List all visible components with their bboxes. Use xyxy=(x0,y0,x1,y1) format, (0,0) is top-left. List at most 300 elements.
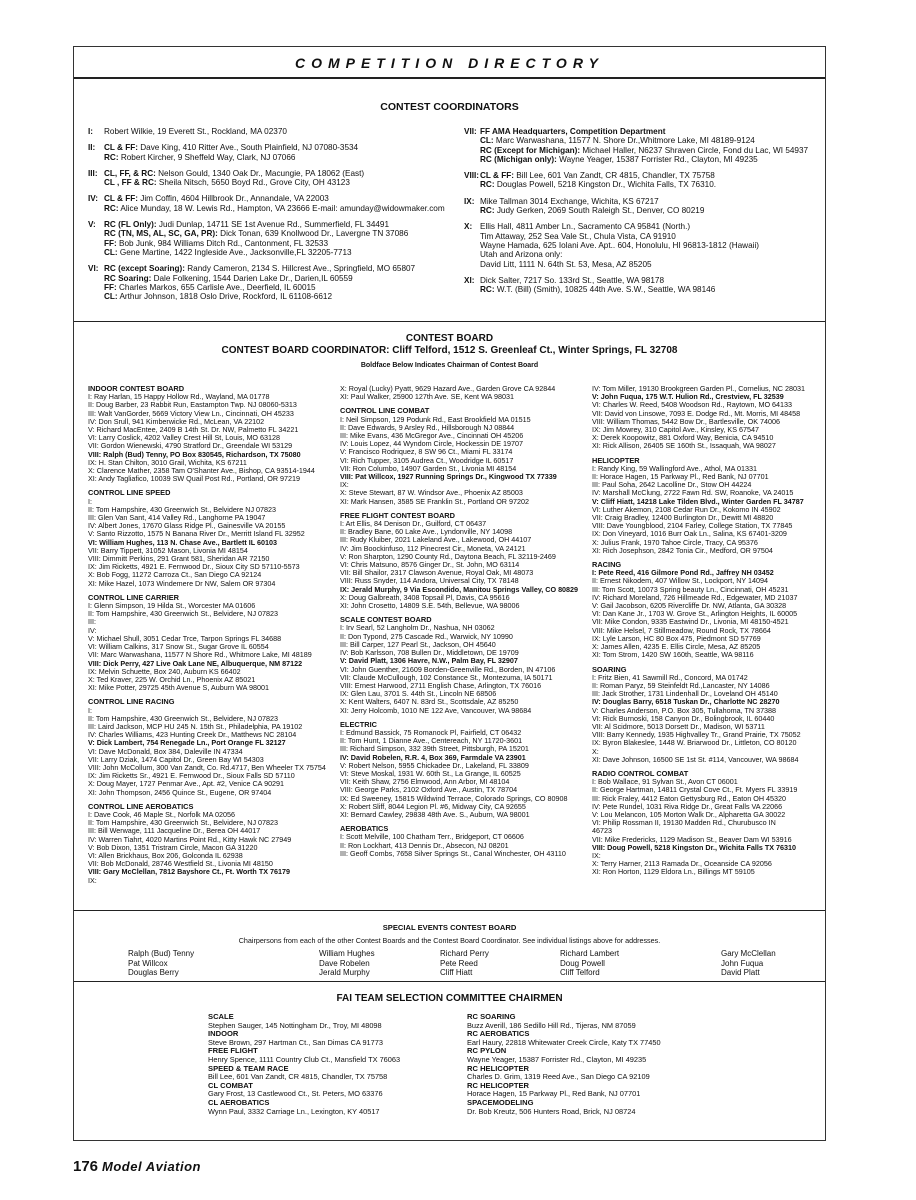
coordinator-region xyxy=(88,220,460,257)
board-entry: IV: Tom Miller, 19130 Brookgreen Garden Pl., Cornelius, NC 28031 xyxy=(592,385,805,393)
region-text: Robert Kircher, 9 Sheffeld Way, Clark, NJ 07066 xyxy=(118,152,296,162)
coordinator-line xyxy=(464,155,824,164)
region-text: Gene Martine, 1422 Ingleside Ave., Jacksonville,FL 32205-7713 xyxy=(117,247,352,257)
special-name: Pete Reed xyxy=(440,958,478,968)
coordinator-line xyxy=(464,171,824,180)
board-section-heading: HELICOPTER xyxy=(592,455,640,465)
board-entry: VII: Craig Bradley, 12400 Burlington Dr., Dewitt MI 48820 xyxy=(592,514,774,523)
region-text: Tim Attaway, 252 Sea Vale St., Chula Vista, CA 91910 xyxy=(480,231,676,241)
board-entry: II: Roman Paryz, 59 Steinfeldt Rd.,Lancaster, NY 14086 xyxy=(592,681,770,690)
fai-category: RC HELICOPTER xyxy=(467,1063,530,1073)
board-entry: VIII: Mike Helsel, 7 Stillmeadow, Round Rock, TX 78664 xyxy=(592,626,771,635)
region-tag: RC (FL Only): xyxy=(104,220,157,230)
region-tag: RC (TN, MS, AL, SC, GA, PR): xyxy=(104,229,218,239)
board-entry: V: Cliff Hiatt, 14218 Lake Tilden Blvd., Winter Garden FL 34787 xyxy=(592,497,804,506)
region-tag: RC: xyxy=(480,206,495,216)
board-entry: I: Edmund Bassick, 75 Romanock Pl, Fairfield, CT 06432 xyxy=(340,728,522,737)
fai-entry: Wynn Paul, 3332 Carriage Ln., Lexington, KY 40517 xyxy=(208,1107,380,1116)
region-key: VII: xyxy=(464,127,477,136)
board-entry: II: Doug Barber, 23 Rabbit Run, Eastampton Twp. NJ 08060-5313 xyxy=(88,401,297,410)
region-tag: RC: xyxy=(104,152,119,162)
coordinator-line xyxy=(88,274,460,283)
fai-entry: Dr. Bob Kreutz, 506 Hunters Road, Brick, NJ 08724 xyxy=(467,1107,636,1116)
directory-title: COMPETITION DIRECTORY xyxy=(294,55,605,71)
board-column-1 xyxy=(88,385,336,885)
board-entry: XI: Rick Allison, 26405 SE 160th St., Issaquah, WA 98027 xyxy=(592,442,776,451)
board-entry: II: George Hartman, 14811 Crystal Cove Ct., Ft. Myers FL 33919 xyxy=(592,786,798,795)
board-entry: IX: xyxy=(592,851,601,860)
region-tag: RC (Michigan only): xyxy=(480,154,557,164)
board-entry: XI: Tom Strom, 1420 SW 160th, Seattle, WA 98116 xyxy=(592,651,754,660)
board-entry: VI: Luther Akemon, 2108 Cedar Run Dr., Kokomo IN 45902 xyxy=(592,505,781,514)
fai-entry: Steve Brown, 297 Hartman Ct., San Dimas CA 91773 xyxy=(208,1038,383,1047)
board-entry: II: Tom Hampshire, 430 Greenwich St., Belvidere, NJ 07823 xyxy=(88,714,279,723)
coordinator-line xyxy=(464,250,824,259)
board-entry: X: Robert Sliff, 8044 Legion Pl. #6, Midway City, CA 92655 xyxy=(340,802,526,811)
fai-category: RC HELICOPTER xyxy=(467,1080,530,1090)
board-entry: IV: David Robelen, R.R. 4, Box 369, Farmdale VA 23901 xyxy=(340,753,526,762)
board-entry: VIII: John McCollum, 300 Van Zandt, Co. Rd.4717, Ben Wheeler TX 75754 xyxy=(88,763,326,772)
board-entry: V: Lou Melancon, 105 Morton Walk Dr., Alpharetta GA 30022 xyxy=(592,810,786,819)
special-name: Douglas Berry xyxy=(128,968,179,977)
coordinator-line xyxy=(464,136,824,145)
special-name: Cliff Telford xyxy=(560,968,600,977)
board-entry: VII: Barry Tippett, 31052 Mason, Livonia MI 48154 xyxy=(88,546,248,555)
board-entry: II: Bradley Bane, 60 Lake Ave., Lyndonville, NY 14098 xyxy=(340,528,513,537)
board-entry: X: Steve Stewart, 87 W. Windsor Ave., Phoenix AZ 85003 xyxy=(340,489,523,498)
board-entry: VI: Dave McDonald, Box 384, Daleville IN 47334 xyxy=(88,747,243,756)
fai-entry: Gary Frost, 13 Castlewood Ct., St. Peters, MO 63376 xyxy=(208,1090,383,1099)
board-entry: IX: xyxy=(340,481,349,490)
region-text: W.T. (Bill) (Smith), 10825 44th Ave. S.W., Seattle, WA 98146 xyxy=(494,285,716,295)
board-entry: VII: Gordon Wienewski, 4790 Stratford Dr., Greendale WI 53129 xyxy=(88,442,293,451)
board-entry: VIII: Ralph (Bud) Tenny, PO Box 830545, Richardson, TX 75080 xyxy=(88,450,301,459)
board-entry: VI: Allen Brickhaus, Box 206, Golconda IL 62938 xyxy=(88,851,243,860)
coordinator-region xyxy=(88,194,460,213)
board-entry: IX: xyxy=(88,876,97,885)
coordinator-line xyxy=(88,194,460,203)
special-names-4 xyxy=(560,949,700,978)
board-entry: VI: Dan Kane Jr., 1703 W. Grove St., Arlington Heights, IL 60005 xyxy=(592,610,798,619)
region-key: IX: xyxy=(464,196,475,206)
board-entry: III: Tom Scott, 10073 Spring beauty Ln., Cincinnati, OH 45231 xyxy=(592,585,789,594)
region-tag: FF: xyxy=(104,282,117,292)
coordinator-line xyxy=(88,204,460,213)
coordinator-line xyxy=(88,229,460,238)
coordinator-line xyxy=(464,146,824,155)
board-section-heading: ELECTRIC xyxy=(340,719,377,729)
board-entry: XI: Rich Josephson, 2842 Tonia Cir., Medford, OR 97504 xyxy=(592,546,773,555)
board-entry: I: Glenn Simpson, 19 Hilda St., Worcester MA 01606 xyxy=(88,602,256,611)
board-entry: VI: Rick Burnoski, 158 Canyon Dr., Bolingbrook, IL 60440 xyxy=(592,714,775,723)
board-entry: IV: Charles Williams, 423 Hunting Creek Dr., Matthews NC 28104 xyxy=(88,731,297,740)
board-entry: V: John Fuqua, 175 W.T. Hulion Rd., Crestview, FL 32539 xyxy=(592,393,784,402)
board-entry: XI: Bernard Cawley, 29838 48th Ave. S., Auburn, WA 98001 xyxy=(340,810,530,819)
special-name: Cliff Hiatt xyxy=(440,968,473,977)
coordinators-left xyxy=(88,127,460,308)
region-tag: CL & FF: xyxy=(480,171,514,181)
board-entry: X: Terry Harner, 2113 Ramada Dr., Oceanside CA 92056 xyxy=(592,860,772,869)
coordinator-line xyxy=(88,248,460,257)
region-tag: CL & FF: xyxy=(104,143,138,153)
region-text: Dick Tonan, 639 Knollwood Dr., Lavergne TN 37086 xyxy=(217,229,409,239)
board-column-2 xyxy=(340,385,588,858)
board-entry: X: James Allen, 4235 E. Ellis Circle, Mesa, AZ 85205 xyxy=(592,643,761,652)
page-footer xyxy=(73,1158,201,1175)
board-entry: IX: Byron Blakeslee, 1448 W. Briarwood Dr., Littleton, CO 80120 xyxy=(592,739,797,748)
board-entry: VII: Bob McDonald, 28746 Westfield St., Livonia MI 48150 xyxy=(88,860,273,869)
fai-category: SCALE xyxy=(208,1012,234,1021)
region-text: Bob Junk, 984 Williams Ditch Rd., Cantonment, FL 32533 xyxy=(116,238,329,248)
region-tag: CL & FF: xyxy=(104,194,138,204)
board-section-heading: CONTROL LINE COMBAT xyxy=(340,406,430,416)
board-entry: VII: Al Scidmore, 5013 Dorsett Dr., Madison, WI 53711 xyxy=(592,722,765,731)
region-text: Dick Salter, 7217 So. 133rd St., Seattle, WA 98178 xyxy=(480,275,665,285)
region-tag: RC: xyxy=(104,203,119,213)
coordinators-right xyxy=(464,127,824,301)
board-entry: V: David Platt, 1306 Havre, N.W., Palm Bay, FL 32907 xyxy=(340,657,518,666)
coordinator-line xyxy=(88,153,460,162)
board-entry: II: Dave Edwards, 9 Arsley Rd., Hillsborough NJ 08844 xyxy=(340,423,515,432)
title-rule xyxy=(74,77,825,79)
board-column-3 xyxy=(592,385,824,877)
board-section-heading: CONTROL LINE AEROBATICS xyxy=(88,801,194,811)
coordinator-line xyxy=(88,264,460,273)
coordinator-line xyxy=(88,178,460,187)
board-section-heading: CONTROL LINE RACING xyxy=(88,697,175,707)
magazine-name: Model Aviation xyxy=(102,1159,201,1174)
board-entry: V: Francisco Rodriquez, 8 SW 96 Ct., Miami FL 33174 xyxy=(340,448,513,457)
special-divider xyxy=(74,910,825,911)
fai-entry: Charles D. Grim, 1319 Reed Ave., San Diego CA 92109 xyxy=(467,1073,650,1082)
region-text: David Litt, 1111 N. 64th St. 53, Mesa, AZ 85205 xyxy=(480,259,652,269)
board-entry: IV: xyxy=(88,626,97,635)
board-entry: XI: John Crosetto, 14809 S.E. 54th, Bellevue, WA 98006 xyxy=(340,602,520,611)
board-entry: III: Rudy Kluiber, 2021 Lakeland Ave., Lakewood, OH 44107 xyxy=(340,536,532,545)
coordinator-line xyxy=(88,127,460,136)
special-name: David Platt xyxy=(721,968,760,977)
region-tag: RC (Except for Michigan): xyxy=(480,145,581,155)
board-entry: V: Gail Jacobson, 6205 Rivercliffe Dr. NW, Atlanta, GA 30328 xyxy=(592,602,787,611)
board-entry: X: xyxy=(592,747,599,756)
board-entry: I: xyxy=(88,706,92,715)
board-entry: V: Santo Rizzotto, 1575 N Banana River Dr., Merritt Island FL 32952 xyxy=(88,530,305,539)
board-entry: V: Ron Sharpton, 1290 County Rd., Daytona Beach, FL 32119-2469 xyxy=(340,552,556,561)
region-tag: RC (except Soaring): xyxy=(104,264,185,274)
board-entry: IV: Pete Rundel, 1031 Riva Ridge Dr., Great Falls VA 22066 xyxy=(592,802,783,811)
fai-entry: Wayne Yeager, 15387 Forrister Rd., Clayton, MI 49235 xyxy=(467,1055,647,1064)
special-name: Gary McClellan xyxy=(721,949,776,958)
board-entry: XI: Mike Hazel, 1073 Windemere Dr NW, Salem OR 97304 xyxy=(88,579,276,588)
region-tag: CL, FF, & RC: xyxy=(104,168,156,178)
board-entry: VIII: Gary McClellan, 7812 Bayshore Ct., Ft. Worth TX 76179 xyxy=(88,868,290,877)
coordinator-line xyxy=(464,241,824,250)
board-entry: VIII: William Thomas, 5442 Bow Dr., Bartlesville, OK 74006 xyxy=(592,417,781,426)
board-entry: 46723 xyxy=(592,827,612,836)
board-entry: VI: Rich Tupper, 3105 Audrea Ct., Woodridge IL 60517 xyxy=(340,456,514,465)
board-entry: IX: Jim Ricketts, 4921 E. Fernwood Dr., Sioux City SD 57110-5573 xyxy=(88,563,300,572)
board-entry: III: xyxy=(88,618,96,627)
board-entry: II: Tom Hampshire, 430 Greenwich St., Belvidere NJ 07823 xyxy=(88,505,277,514)
board-entry: VI: William Calkins, 317 Snow St., Sugar Grove IL 60554 xyxy=(88,643,269,652)
section-divider xyxy=(74,321,825,322)
region-tag: FF: xyxy=(104,238,117,248)
board-entry: I: Randy King, 59 Wallingford Ave., Athol, MA 01331 xyxy=(592,464,758,473)
special-name: Pat Willcox xyxy=(128,958,168,968)
board-entry: IX: Don Vineyard, 1016 Burr Oak Ln., Salina, KS 67401-3209 xyxy=(592,530,787,539)
board-entry: I: Scott Melville, 100 Chatham Terr., Bridgeport, CT 06606 xyxy=(340,833,524,842)
board-entry: VI: Larry Coslick, 4202 Valley Crest Hill St, Louis, MO 63128 xyxy=(88,434,281,443)
coordinator-line xyxy=(88,292,460,301)
fai-left xyxy=(208,1013,458,1116)
region-tag: RC Soaring: xyxy=(104,273,152,283)
fai-category: SPEED & TEAM RACE xyxy=(208,1063,289,1073)
region-key: II: xyxy=(88,143,96,153)
coordinator-line xyxy=(464,222,824,231)
region-text: Nelson Gould, 1340 Oak Dr., Macungie, PA 18062 (East) xyxy=(155,168,365,178)
coordinator-line xyxy=(88,220,460,229)
board-entry: II: Don Typond, 275 Cascade Rd., Warwick, NY 10990 xyxy=(340,632,513,641)
special-name: Richard Lambert xyxy=(560,949,620,958)
fai-category: FREE FLIGHT xyxy=(208,1046,258,1056)
fai-category: RC PYLON xyxy=(467,1046,507,1056)
region-text: Ellis Hall, 4811 Amber Ln., Sacramento CA 95841 (North.) xyxy=(480,222,691,232)
region-text: Mike Tallman 3014 Exchange, Wichita, KS 67217 xyxy=(480,196,659,206)
region-text: Marc Warwashana, 11577 N. Shore Dr.,Whitmore Lake, MI 48189-9124 xyxy=(493,136,755,146)
board-entry: IV: Richard Moreland, 726 Hillmeade Rd., Edgewater, MD 21037 xyxy=(592,593,798,602)
region-tag: CL , FF & RC: xyxy=(104,178,157,188)
board-entry: VIII: Ernest Harwood, 2711 English Chase, Arlington, TX 76016 xyxy=(340,681,542,690)
region-text: Arthur Johnson, 1818 Oslo Drive, Rockford, IL 61108-6612 xyxy=(117,292,333,302)
region-text: Dave King, 410 Ritter Ave., South Plainfield, NJ 07080-3534 xyxy=(137,143,359,153)
fai-category: CL AEROBATICS xyxy=(208,1097,270,1107)
board-entry: X: Doug Galbreath, 3408 Topsail Pl, Davis, CA 95616 xyxy=(340,593,510,602)
coordinator-region xyxy=(88,143,460,162)
board-entry: V: Charles Anderson, P.O. Box 305, Tullahoma, TN 37388 xyxy=(592,706,777,715)
board-entry: VIII: Doug Powell, 5218 Kingston Dr., Wichita Falls TX 76310 xyxy=(592,843,797,852)
region-text: Charles Markos, 655 Carlisle Ave., Deerfield, IL 60015 xyxy=(116,282,316,292)
board-entry: VIII: Dick Perry, 427 Live Oak Lane NE, Albuquerque, NM 87122 xyxy=(88,659,303,668)
coordinator-region xyxy=(88,264,460,301)
coordinator-region xyxy=(88,127,460,136)
board-entry: I: Neil Simpson, 129 Podunk Rd., East Brookfield MA 01515 xyxy=(340,415,531,424)
board-entry: VI: John Guenther, 21609 Borden-Greenville Rd., Borden, IN 47106 xyxy=(340,665,556,674)
board-entry: XI: Mike Potter, 29725 45th Avenue S, Auburn WA 98001 xyxy=(88,684,270,693)
board-entry: IV: Marshall McClung, 2722 Fawn Rd. SW, Roanoke, VA 24015 xyxy=(592,489,794,498)
board-entry: I: Irv Searl, 52 Langholm Dr., Nashua, NH 03062 xyxy=(340,624,495,633)
board-entry: I: Bob Wallace, 91 Sylvan St., Avon CT 06001 xyxy=(592,778,738,787)
board-entry: II: Tom Hampshire, 430 Greenwich St., Belvidere, NJ 07823 xyxy=(88,819,279,828)
region-key: VI: xyxy=(88,264,99,274)
coordinator-line xyxy=(464,180,824,189)
region-tag: CL: xyxy=(480,136,494,146)
board-section-heading: CONTROL LINE SPEED xyxy=(88,488,171,498)
board-entry: XI: John Thompson, 2456 Quince St., Eugene, OR 97404 xyxy=(88,788,272,797)
board-entry: I: Fritz Bien, 41 Sawmill Rd., Concord, MA 01742 xyxy=(592,673,748,682)
region-key: X: xyxy=(464,222,473,232)
coordinator-line xyxy=(464,127,824,136)
board-entry: III: Bill Carper, 127 Pearl St., Jackson, OH 45640 xyxy=(340,640,496,649)
board-entry: IV: Douglas Barry, 6518 Tuskan Dr., Charlotte NC 28270 xyxy=(592,698,780,707)
coordinator-region xyxy=(88,169,460,188)
region-key: V: xyxy=(88,220,96,230)
board-entry: VIII: Barry Kennedy, 1935 Highvalley Tr., Grand Prairie, TX 75052 xyxy=(592,731,801,740)
board-entry: I: xyxy=(88,497,92,506)
board-entry: V: Dick Lambert, 754 Renegade Ln., Port Orange FL 32127 xyxy=(88,739,286,748)
board-entry: XI: Jerry Holcomb, 1010 NE 122 Ave, Vancouver, WA 98684 xyxy=(340,706,532,715)
board-entry: VIII: Dave Youngblood, 2104 Farley, College Station, TX 77845 xyxy=(592,522,793,531)
board-entry: I: Art Ellis, 84 Denison Dr., Guilford, CT 06437 xyxy=(340,520,487,529)
board-section-heading: FREE FLIGHT CONTEST BOARD xyxy=(340,510,455,520)
region-key: IV: xyxy=(88,194,99,204)
board-entry: VII: Mike Condon, 9335 Eastwind Dr., Livonia, MI 48150-4521 xyxy=(592,618,789,627)
board-entry: VII: Marc Warwashana, 11577 N Shore Rd., Whitmore Lake, MI 48189 xyxy=(88,651,312,660)
board-section-heading: RACING xyxy=(592,560,622,570)
board-entry: VII: Claude McCullough, 102 Constance St., Montezuma, IA 50171 xyxy=(340,673,553,682)
board-entry: IV: Jim Boockinfuso, 112 Pinecrest Cir., Moneta, VA 24121 xyxy=(340,544,526,553)
coordinator-line xyxy=(464,260,824,269)
region-text: Judi Dunlap, 14711 SE 1st Avenue Rd., Summerfield, FL 34491 xyxy=(156,220,390,230)
board-entry: V: Michael Shull, 3051 Cedar Trce, Tarpon Springs FL 34688 xyxy=(88,634,282,643)
board-entry: III: Paul Soha, 2642 Lacolline Dr., Stow OH 44224 xyxy=(592,481,752,490)
region-tag: RC: xyxy=(480,285,495,295)
board-entry: I: Pete Reed, 416 Gilmore Pond Rd., Jaffrey NH 03452 xyxy=(592,569,774,578)
board-entry: VII: David von Linsowe, 7093 E. Dodge Rd., Mt. Morris, MI 48458 xyxy=(592,409,801,418)
board-entry: II: Horace Hagen, 15 Parkway Pl., Red Bank, NJ 07701 xyxy=(592,473,769,482)
board-entry: VI: William Hughes, 113 N. Chase Ave., Bartlett IL 60103 xyxy=(88,538,278,547)
region-text: Dale Folkening, 1544 Darien Lake Dr., Darien,IL 60559 xyxy=(151,273,353,283)
board-entry: X: Bob Fogg, 11272 Carroza Ct., San Diego CA 92124 xyxy=(88,571,262,580)
board-entry: IX: Jim Mowrey, 310 Capitol Ave., Kinsley, KS 67547 xyxy=(592,426,759,435)
board-entry: I: Ray Harlan, 15 Happy Hollow Rd., Wayland, MA 01778 xyxy=(88,393,270,402)
board-entry: XI: Andy Tagliafico, 10039 SW Quail Post Rd., Portland, OR 97219 xyxy=(88,475,301,484)
boldface-note: Boldface Below Indicates Chairman of Contest Board xyxy=(360,362,539,369)
special-names-5 xyxy=(721,949,821,978)
coordinator-line xyxy=(464,285,824,294)
region-tag: CL: xyxy=(104,292,118,302)
board-entry: III: Geoff Combs, 7658 Silver Springs St., Canal Winchester, OH 43110 xyxy=(340,849,566,858)
region-key: XI: xyxy=(464,275,475,285)
region-text: Michael Haller, N6237 Shraven Circle, Fond du Lac, WI 54937 xyxy=(580,145,809,155)
board-section-heading: CONTROL LINE CARRIER xyxy=(88,592,180,602)
fai-divider xyxy=(74,981,825,982)
board-entry: VI: Steve Moskal, 1931 W. 60th St., La Grange, IL 60525 xyxy=(340,769,521,778)
special-names-3 xyxy=(440,949,580,978)
coordinator-line xyxy=(88,239,460,248)
board-entry: VI: Philip Rossman II, 19130 Madden Rd., Churubusco IN xyxy=(592,819,776,828)
special-desc: Chairpersons from each of the other Contest Boards and the Contest Board Coordinator. See individual listings above for addresses. xyxy=(238,936,661,945)
region-text: Judy Gerken, 2069 South Raleigh St., Denver, CO 80219 xyxy=(494,206,705,216)
region-text: Utah and Arizona only: xyxy=(480,250,563,260)
board-entry: VIII: Russ Snyder, 114 Andora, Universal City, TX 78148 xyxy=(340,577,519,586)
fai-right xyxy=(467,1013,727,1116)
directory-frame xyxy=(73,46,826,1141)
region-text: Jim Coffin, 4604 Hillbrook Dr., Annandale, VA 22003 xyxy=(137,194,329,204)
board-entry: XI: Ron Horton, 1129 Eldora Ln., Billings MT 59105 xyxy=(592,868,755,877)
board-entry: X: Royal (Lucky) Pyatt, 9629 Hazard Ave., Garden Grove CA 92844 xyxy=(340,385,556,393)
special-name: William Hughes xyxy=(319,949,375,958)
board-entry: IV: Warren Tiahrt, 4020 Martins Point Rd., Kitty Hawk NC 27949 xyxy=(88,835,292,844)
board-section-heading: RADIO CONTROL COMBAT xyxy=(592,768,689,778)
board-entry: II: Ernest Nikodem, 407 Willow St., Lockport, NY 14094 xyxy=(592,577,769,586)
coordinator-region xyxy=(464,197,824,216)
region-key: I: xyxy=(88,127,94,136)
board-entry: I: Dave Cook, 46 Maple St., Norfolk MA 02056 xyxy=(88,810,236,819)
fai-category: RC SOARING xyxy=(467,1012,516,1021)
board-entry: III: Laird Jackson, MCP HU 245 N. 15th St., Philadelphia, PA 19102 xyxy=(88,722,303,731)
special-name: Doug Powell xyxy=(560,958,605,968)
board-entry: VIII: Pat Willcox, 1927 Running Springs Dr., Kingwood TX 77339 xyxy=(340,473,557,482)
region-text: Robert Wilkie, 19 Everett St., Rockland, MA 02370 xyxy=(104,127,287,136)
fai-title: FAI TEAM SELECTION COMMITTEE CHAIRMEN xyxy=(336,993,563,1004)
coordinators-title: CONTEST COORDINATORS xyxy=(380,101,519,113)
board-entry: III: Richard Simpson, 332 39th Street, Pittsburgh, PA 15201 xyxy=(340,745,529,754)
fai-entry: Bill Lee, 601 Van Zandt, CR 4815, Chandler, TX 75758 xyxy=(208,1073,388,1082)
special-title: SPECIAL EVENTS CONTEST BOARD xyxy=(382,923,517,932)
board-coordinator: CONTEST BOARD COORDINATOR: Cliff Telford, 1512 S. Greenleaf Ct., Winter Springs, FL 32708 xyxy=(221,345,678,356)
board-entry: III: Rick Fraley, 4412 Eaton Gettysburg Rd., Eaton OH 45320 xyxy=(592,794,787,803)
board-entry: VII: Bill Shailor, 2317 Clawson Avenue, Royal Oak, MI 48073 xyxy=(340,569,534,578)
coordinator-line xyxy=(88,283,460,292)
fai-category: RC AEROBATICS xyxy=(467,1029,530,1039)
region-tag: RC: xyxy=(480,180,495,190)
coordinator-region xyxy=(464,276,824,295)
board-entry: V: Richard MacEntee, 2409 B 14th St. Dr. NW, Palmetto FL 34221 xyxy=(88,426,299,435)
region-key: VIII: xyxy=(464,171,480,181)
board-entry: IX: Lyle Larson, HC 80 Box 475, Piedmont SD 57769 xyxy=(592,634,761,643)
board-entry: VII: Mike Fredericks, 1129 Madison St., Beaver Dam WI 53916 xyxy=(592,835,792,844)
special-name: Ralph (Bud) Tenny xyxy=(128,949,195,958)
coordinator-region xyxy=(464,222,824,268)
board-section-heading: AEROBATICS xyxy=(340,824,389,834)
fai-category: CL COMBAT xyxy=(208,1080,253,1090)
board-entry: IV: Albert Jones, 17670 Glass Ridge Pl., Gainesville VA 20155 xyxy=(88,522,286,531)
board-entry: V: Bob Dixon, 1351 Tristram Circle, Macon GA 31220 xyxy=(88,843,258,852)
region-text: Wayne Yeager, 15387 Forrister Rd., Clayton, MI 49235 xyxy=(556,154,758,164)
fai-category: INDOOR xyxy=(208,1029,239,1039)
board-entry: IX: Jim Ricketts Sr., 4921 E. Fernwood Dr., Sioux Falls SD 57110 xyxy=(88,772,295,781)
coordinator-line xyxy=(464,197,824,206)
board-entry: X: Derek Koopowitz, 881 Oxford Way, Benicia, CA 94510 xyxy=(592,434,774,443)
board-entry: XI: Mark Hansen, 3585 SE Franklin St., Portland OR 97202 xyxy=(340,497,529,506)
board-entry: IX: Melvin Schuette, Box 240, Auburn KS 66402 xyxy=(88,667,241,676)
special-name: John Fuqua xyxy=(721,958,764,968)
board-entry: XI: Paul Walker, 25900 127th Ave. SE, Kent WA 98031 xyxy=(340,393,514,402)
special-names-1 xyxy=(128,949,268,978)
region-text: Alice Munday, 18 W. Lewis Rd., Hampton, VA 23666 E-mail: amunday@widowmaker.com xyxy=(118,203,445,213)
board-entry: X: Doug Mayer, 1727 Penmar Ave., Apt. #2, Venice CA 90291 xyxy=(88,780,285,789)
board-entry: VIII: Dimmitt Perkins, 291 Grant 581, Sheridan AR 72150 xyxy=(88,555,270,564)
board-entry: VI: Charles W. Reed, 5408 Woodson Rd., Raytown, MO 64133 xyxy=(592,401,793,410)
board-entry: III: Mike Evans, 436 McGregor Ave., Cincinnati OH 45206 xyxy=(340,432,524,441)
board-entry: IV: Bob Karlsson, 708 Bullen Dr., Middletown, DE 19709 xyxy=(340,649,519,658)
special-name: Dave Robelen xyxy=(319,958,370,968)
board-entry: IX: H. Stan Chilton, 3010 Grail, Wichita, KS 67211 xyxy=(88,458,247,467)
board-entry: IV: Don Srull, 941 Kimberwicke Rd., McLean, VA 22102 xyxy=(88,417,265,426)
board-entry: X: Kent Walters, 6407 N. 83rd St., Scottsdale, AZ 85250 xyxy=(340,698,519,707)
board-entry: II: Tom Hunt, 1 Dianne Ave., Centereach, NY 11720-3601 xyxy=(340,737,523,746)
fai-entry: Stephen Sauger, 145 Nottingham Dr., Troy, MI 48098 xyxy=(208,1021,382,1030)
coordinator-line xyxy=(464,276,824,285)
board-entry: VII: Keith Shaw, 2756 Elmwood, Ann Arbor, MI 48104 xyxy=(340,778,510,787)
coordinator-region xyxy=(464,127,824,164)
region-key: III: xyxy=(88,168,98,178)
fai-entry: Buzz Averill, 186 Sedillo Hill Rd., Tijeras, NM 87059 xyxy=(467,1021,636,1030)
board-entry: VII: Ron Columbo, 14907 Garden St., Livonia MI 48154 xyxy=(340,464,517,473)
special-name: Jerald Murphy xyxy=(319,968,370,977)
board-title: CONTEST BOARD xyxy=(405,333,494,344)
board-entry: III: Bill Werwage, 111 Jacqueline Dr., Berea OH 44017 xyxy=(88,827,261,836)
